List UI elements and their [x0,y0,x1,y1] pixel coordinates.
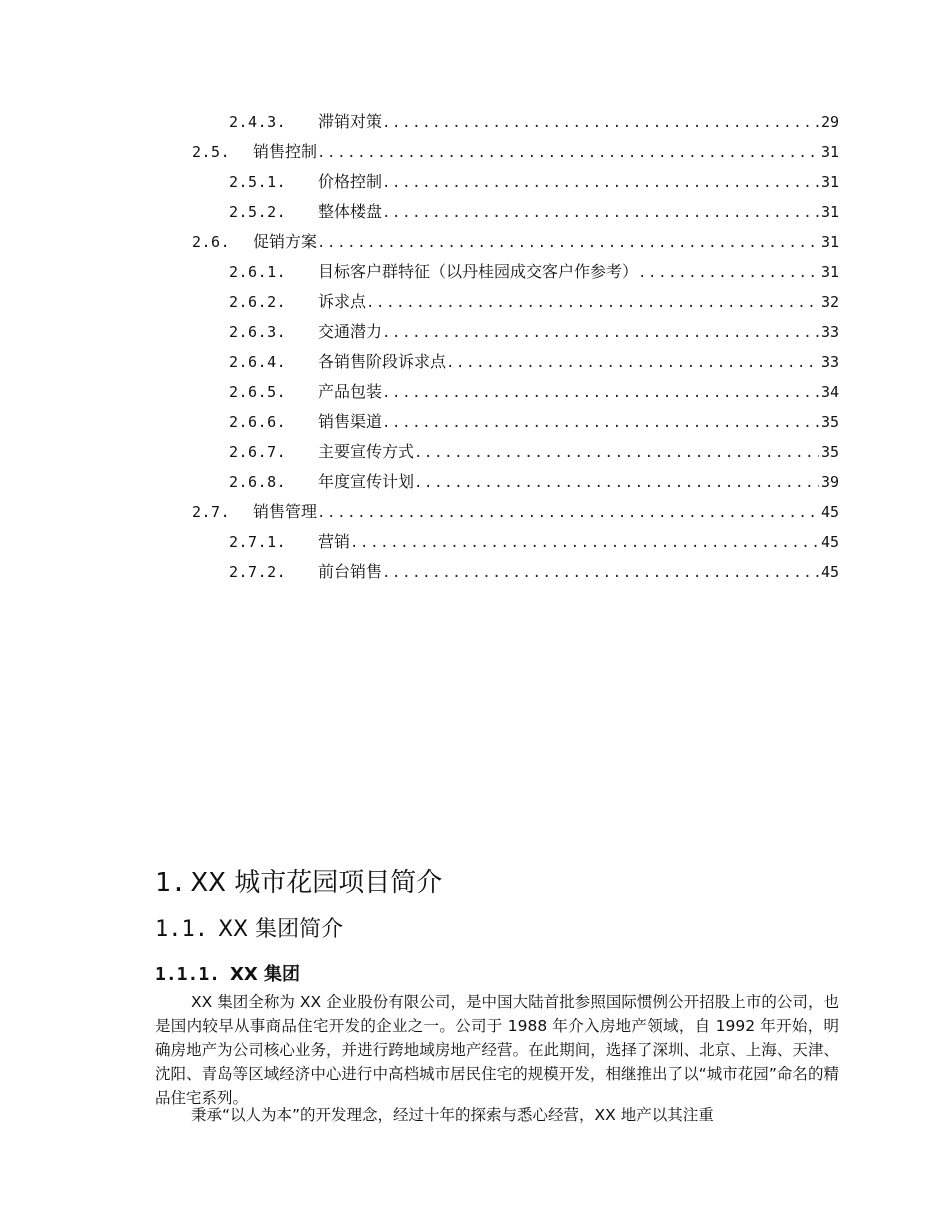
heading-level-1 [155,862,442,899]
toc-entry[interactable] [229,380,839,404]
toc-title: 交通潜力 [318,322,383,341]
toc-leader [317,501,819,525]
toc-page-number: 29 [820,113,839,131]
toc-number: 2.5.2. [229,203,287,221]
toc-number: 2.6.6. [229,413,287,431]
toc-title: 营销 [318,532,351,551]
toc-entry[interactable] [229,290,839,314]
toc-title: 销售管理 [253,502,318,521]
toc-title: 目标客户群特征（以丹桂园成交客户作参考） [318,262,639,281]
toc-entry[interactable] [229,470,839,494]
toc-number: 2.6.2. [229,293,287,311]
toc-number: 2.6.5. [229,383,287,401]
toc-entry[interactable] [192,500,839,524]
toc-leader [317,231,819,255]
toc-title: 诉求点 [318,292,367,311]
toc-title: 销售渠道 [318,412,383,431]
toc-entry[interactable] [229,440,839,464]
toc-title: 整体楼盘 [318,202,383,221]
toc-title: 滞销对策 [318,112,383,131]
toc-entry[interactable] [192,140,839,164]
toc-title: 前台销售 [318,562,383,581]
toc-page-number: 45 [820,563,839,581]
toc-leader [317,141,819,165]
toc-leader [382,111,819,135]
toc-leader [382,201,819,225]
toc-title: 各销售阶段诉求点 [318,352,447,371]
toc-page-number: 33 [820,323,839,341]
heading-level-3 [155,960,300,986]
heading-title: XX 集团简介 [217,917,344,942]
toc-entry[interactable] [229,410,839,434]
toc-number: 2.6.1. [229,263,287,281]
toc-number: 2.7.1. [229,533,287,551]
heading-title: XX 集团 [230,964,301,985]
toc-number: 2.7. [192,503,231,521]
toc-leader [366,291,819,315]
toc-entry[interactable] [229,350,839,374]
heading-level-2 [155,912,343,943]
toc-leader [350,531,819,555]
toc-page-number: 31 [820,173,839,191]
toc-entry[interactable] [229,110,839,134]
toc-leader [638,261,819,285]
toc-number: 2.6. [192,233,231,251]
toc-leader [382,561,819,585]
heading-title: XX 城市花园项目简介 [190,868,443,898]
toc-leader [382,411,819,435]
toc-leader [382,321,819,345]
heading-number: 1.1. [155,917,208,942]
toc-page-number: 31 [820,263,839,281]
toc-number: 2.4.3. [229,113,287,131]
toc-number: 2.6.8. [229,473,287,491]
toc-title: 价格控制 [318,172,383,191]
toc-leader [414,441,819,465]
toc-page-number: 39 [820,473,839,491]
toc-leader [446,351,819,375]
toc-entry[interactable] [229,170,839,194]
toc-page-number: 31 [820,143,839,161]
heading-number: 1.1.1. [155,964,221,985]
toc-number: 2.6.7. [229,443,287,461]
toc-page-number: 45 [820,533,839,551]
toc-entry[interactable] [229,200,839,224]
toc-title: 产品包装 [318,382,383,401]
toc-number: 2.7.2. [229,563,287,581]
toc-page-number: 33 [820,353,839,371]
toc-leader [382,171,819,195]
body-paragraph: 秉承“以人为本”的开发理念，经过十年的探索与悉心经营，XX 地产以其注重 [191,1106,714,1124]
toc-page-number: 34 [820,383,839,401]
toc-leader [414,471,819,495]
toc-page-number: 45 [820,503,839,521]
toc-page-number: 35 [820,443,839,461]
toc-entry[interactable] [229,260,839,284]
toc-title: 年度宣传计划 [318,472,415,491]
toc-leader [382,381,819,405]
toc-entry[interactable] [192,230,839,254]
toc-page-number: 32 [820,293,839,311]
toc-page-number: 35 [820,413,839,431]
toc-title: 销售控制 [253,142,318,161]
body-paragraph: XX 集团全称为 XX 企业股份有限公司，是中国大陆首批参照国际惯例公开招股上市的公司，也是国内较早从事商品住宅开发的企业之一。公司于 1988 年介入房地产领域，自 1992 年开始，明确房地产为公司核心业务，并进行跨地域房地产经营。在此期间，选择了深圳、北京、上海、天津、沈阳、青岛等区域经济中心进行中高档城市居民住宅的规模开发，相继推出了以“城市花园”命名的精品住宅系列。 [155,993,839,1107]
toc-number: 2.5. [192,143,231,161]
toc-entry[interactable] [229,320,839,344]
toc-number: 2.6.4. [229,353,287,371]
toc-title: 促销方案 [253,232,318,251]
toc-entry[interactable] [229,560,839,584]
toc-number: 2.6.3. [229,323,287,341]
toc-page-number: 31 [820,203,839,221]
toc-entry[interactable] [229,530,839,554]
toc-page-number: 31 [820,233,839,251]
heading-number: 1. [155,868,187,898]
toc-title: 主要宣传方式 [318,442,415,461]
toc-number: 2.5.1. [229,173,287,191]
